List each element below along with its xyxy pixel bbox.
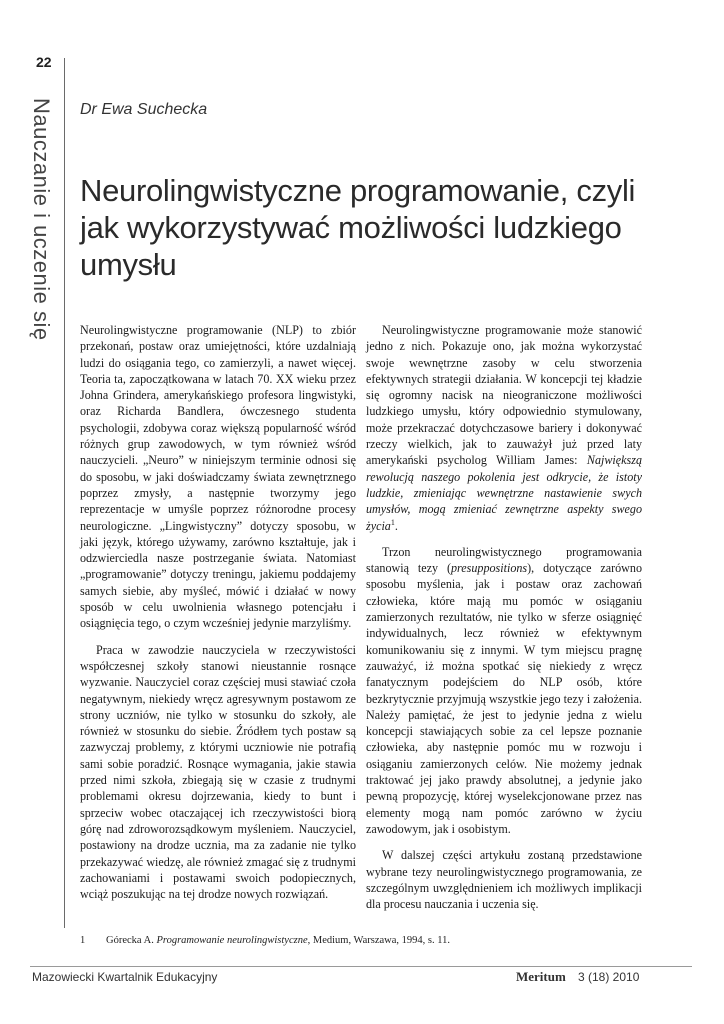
paragraph-text: ), dotyczące zarówno sposobu myślenia, jak i postaw oraz zachowań człowieka, które mają mu pomóc w osiąganiu zamierzonych rezultatów, nie tylko w sferze osiągnięć indywidualnych, lecz również w efektywnym komunikowaniu się z innymi. W tym miejscu pragnę zauważyć, iż można spotkać się niekiedy z wręcz fanatycznym podejściem do NLP osób, które bezkrytycznie przyjmują wszystkie jego tezy i założenia. Należy pamiętać, że jest to jedynie jedna z wielu koncepcji stawiających sobie za cel lepsze poznanie człowieka, aby następnie pomóc mu w rozwoju i osiąganiu zamierzonych celów. Nie możemy jednak traktować jej jako prawdy absolutnej, a jedynie jako pewną propozycję, której wyselekcjonowane przez nas elementy mogą nam pomóc zarówno w życiu zawodowym, jak i osobistym. <box>366 561 642 836</box>
article-title: Neurolingwistyczne programowanie, czyli jak wykorzystywać możliwości ludzkiego umysłu <box>80 173 636 282</box>
author: Dr Ewa Suchecka <box>80 101 208 118</box>
paragraph: Praca w zawodzie nauczyciela w rzeczywistości współczesnej szkoły stanowi nieustannie rosnące wyzwanie. Nauczyciel coraz częściej musi stawiać czoła negatywnym, niekiedy wręcz agresywnym postawom ze strony uczniów, nie tylko w stosunku do szkoły, ale również w stosunku do siebie. Źródłem tych postaw są zazwyczaj problemy, z którymi uczniowie nie potrafią sami sobie poradzić. Rosnące wymagania, jakie stawia przed nimi szkoła, zbiegają się w czasie z trudnymi problemami okresu dojrzewania, kiedy to bunt i sprzeciw wobec otaczającej ich rzeczywistości biorą górę nad zdroworozsądkowym myśleniem. Nauczyciel, postawiony na drodze ucznia, ma za zadanie nie tylko przekazywać wiedzę, ale również zmagać się z trudnymi zachowaniami i postawami swoich podopiecznych, wciąż poszukując na tej drodze nowych rozwiązań. <box>80 642 356 902</box>
page-number: 22 <box>36 54 52 70</box>
paragraph: Neurolingwistyczne programowanie (NLP) to zbiór przekonań, postaw oraz umiejętności, które uzdalniają ludzi do osiągania tego, co zamierzyli, a nawet więcej. Teoria ta, zapoczątkowana w latach 70. XX wieku przez Johna Grindera, amerykańskiego profesora lingwistyki, oraz Richarda Bandlera, ówczesnego studenta psychologii, zdobywa coraz większą popularność wśród różnych grup zawodowych, w tym również wśród nauczycieli. „Neuro” w niniejszym terminie odnosi się do sposobu, w jaki doświadczamy świata zewnętrznego poprzez zmysły, a następnie tworzymy jego reprezentacje w umyśle poprzez różnorodne procesy neurologiczne. „Lingwistyczny” dotyczy sposobu, w jaki język, którego używamy, zarówno kształtuje, jak i odzwierciedla nasze postrzeganie świata. Natomiast „programowanie” dotyczy treningu, jakiemu poddajemy samych siebie, aby myśleć, mówić i działać w nowy sposób w celu uwolnienia własnego potencjału i osiągnięcia tego, o czym wcześniej jedynie marzyliśmy. <box>80 323 356 631</box>
paragraph-text: Trzon neurolingwistycznego programowania stanowią tezy ( <box>366 544 642 576</box>
term: presuppositions <box>450 561 528 576</box>
paragraph: W dalszej części artykułu zostaną przedstawione wybrane tezy neurolingwistycznego programowania, ze szczególnym uwzględnieniem ich możliwych implikacji dla procesu nauczania i uczenia się. <box>366 848 642 912</box>
right-column <box>366 322 642 922</box>
footnote-author: Górecka A. <box>106 935 157 946</box>
journal-name: Mazowiecki Kwartalnik Edukacyjny <box>32 970 218 984</box>
paragraph <box>366 544 642 837</box>
footnote-ref[interactable]: 1 <box>390 517 395 527</box>
paragraph-text: Neurolingwistyczne programowanie może stanowić jedno z nich. Pokazuje ono, jak można wykorzystać swoje wewnętrzne zasoby w celu stworzenia efektywnych strategii działania. W koncepcji tej kładzie się ogromny nacisk na nieograniczone możliwości ludzkiego umysłu, który odpowiednio stymulowany, może przekraczać dotychczasowe bariery i dokonywać rzeczy wielkich, jak to zauważył już przed laty amerykański psycholog William James: <box>366 323 642 468</box>
paragraph-end: . <box>394 518 398 533</box>
left-column <box>80 322 356 912</box>
vertical-rule <box>64 58 65 928</box>
footnote-rest: , Medium, Warszawa, 1994, s. 11. <box>307 935 450 946</box>
journal-issue: 3 (18) 2010 <box>578 970 640 984</box>
footnote-title: Programowanie neurolingwistyczne <box>156 935 308 946</box>
journal-brand: Meritum <box>516 969 566 984</box>
footnote-number: 1 <box>80 935 86 946</box>
paragraph <box>366 322 642 534</box>
footnote <box>80 935 680 946</box>
section-side-title: Nauczanie i uczenie się <box>29 98 54 341</box>
quote: Największą rewolucją naszego pokolenia jest odkrycie, że istoty ludzkie, zmieniając wewnętrzne nastawienie swych umysłów, mogą zmieniać zewnętrzne aspekty swego życia <box>366 453 642 533</box>
footer-rule <box>30 966 692 967</box>
